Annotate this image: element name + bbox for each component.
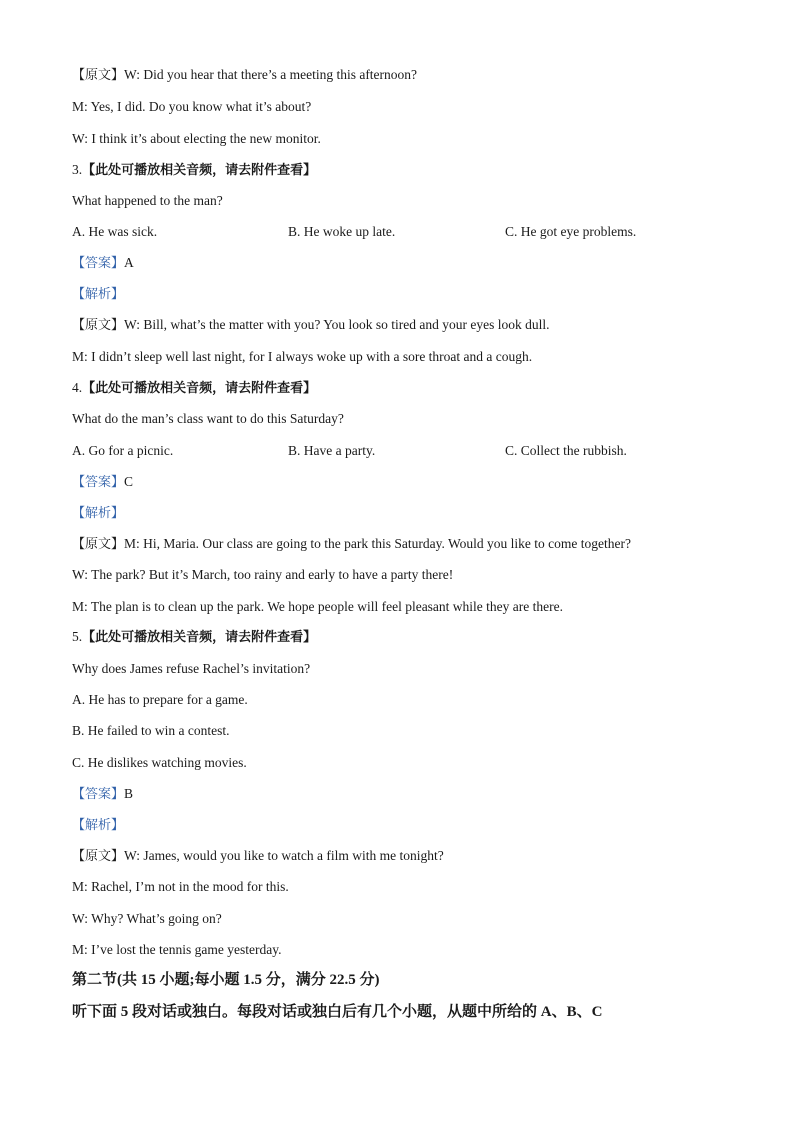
q5-transcript-m2: M: I’ve lost the tennis game yesterday. — [72, 942, 282, 957]
answer-tag: 【答案】 — [72, 256, 125, 271]
answer-value: B — [124, 786, 134, 801]
audio-note: 【此处可播放相关音频，请去附件查看】 — [82, 163, 317, 178]
q3-analysis — [72, 285, 124, 304]
q2-transcript-w2: W: I think it’s about electing the new monitor. — [72, 131, 321, 146]
section2-instruction: 听下面 5 段对话或独白。每段对话或独白后有几个小题，从题中所给的 A、B、C — [72, 1004, 603, 1020]
answer-value: A — [124, 255, 134, 270]
q3-question: What happened to the man? — [72, 193, 223, 208]
analysis-tag: 【解析】 — [72, 506, 125, 521]
audio-note: 【此处可播放相关音频，请去附件查看】 — [82, 630, 317, 645]
audio-note: 【此处可播放相关音频，请去附件查看】 — [82, 381, 317, 396]
q4-question: What do the man’s class want to do this Saturday? — [72, 411, 344, 426]
q3-header — [72, 161, 316, 180]
q5-transcript-w2: W: Why? What’s going on? — [72, 911, 222, 926]
transcript-tag: 【原文】 — [72, 318, 125, 333]
q4-option-c: C. Collect the rubbish. — [505, 443, 627, 458]
answer-value: C — [124, 474, 134, 489]
q5-option-c: C. He dislikes watching movies. — [72, 755, 247, 770]
q3-option-b: B. He woke up late. — [288, 224, 396, 239]
question-number: 3. — [72, 162, 83, 177]
q2-transcript-m1: M: Yes, I did. Do you know what it’s about? — [72, 99, 312, 114]
transcript-tag: 【原文】 — [72, 537, 125, 552]
q4-transcript-w1: W: The park? But it’s March, too rainy and early to have a party there! — [72, 567, 454, 582]
q5-question: Why does James refuse Rachel’s invitation? — [72, 661, 311, 676]
q5-answer — [72, 785, 133, 804]
q3-transcript-m1: M: I didn’t sleep well last night, for I always woke up with a sore throat and a cough. — [72, 349, 533, 364]
q4-header — [72, 379, 316, 398]
q5-option-b: B. He failed to win a contest. — [72, 723, 230, 738]
q3-answer — [72, 254, 134, 273]
question-number: 5. — [72, 629, 83, 644]
q5-header — [72, 628, 316, 647]
transcript-tag: 【原文】 — [72, 849, 125, 864]
q3-option-a: A. He was sick. — [72, 224, 158, 239]
q5-transcript-m1: M: Rachel, I’m not in the mood for this. — [72, 879, 289, 894]
q4-analysis — [72, 504, 124, 523]
answer-tag: 【答案】 — [72, 475, 125, 490]
question-number: 4. — [72, 380, 83, 395]
answer-tag: 【答案】 — [72, 787, 125, 802]
q5-analysis — [72, 816, 124, 835]
q4-answer — [72, 473, 133, 492]
q4-transcript-m1: 【原文】M: Hi, Maria. Our class are going to the park this Saturday. Would you like to come together? — [72, 536, 631, 552]
q4-transcript-m2: M: The plan is to clean up the park. We hope people will feel pleasant while they are there. — [72, 599, 563, 614]
q4-option-a: A. Go for a picnic. — [72, 443, 174, 458]
q4-option-b: B. Have a party. — [288, 443, 376, 458]
q2-transcript-w1: 【原文】W: Did you hear that there’s a meeting this afternoon? — [72, 67, 418, 83]
q3-option-c: C. He got eye problems. — [505, 224, 637, 239]
transcript-tag: 【原文】 — [72, 68, 125, 83]
analysis-tag: 【解析】 — [72, 818, 125, 833]
q5-transcript-w1: 【原文】W: James, would you like to watch a film with me tonight? — [72, 848, 444, 864]
q3-transcript-w1: 【原文】W: Bill, what’s the matter with you? You look so tired and your eyes look dull. — [72, 317, 550, 333]
q5-option-a: A. He has to prepare for a game. — [72, 692, 248, 707]
analysis-tag: 【解析】 — [72, 287, 125, 302]
section2-heading: 第二节(共 15 小题;每小题 1.5 分，满分 22.5 分) — [72, 972, 380, 988]
